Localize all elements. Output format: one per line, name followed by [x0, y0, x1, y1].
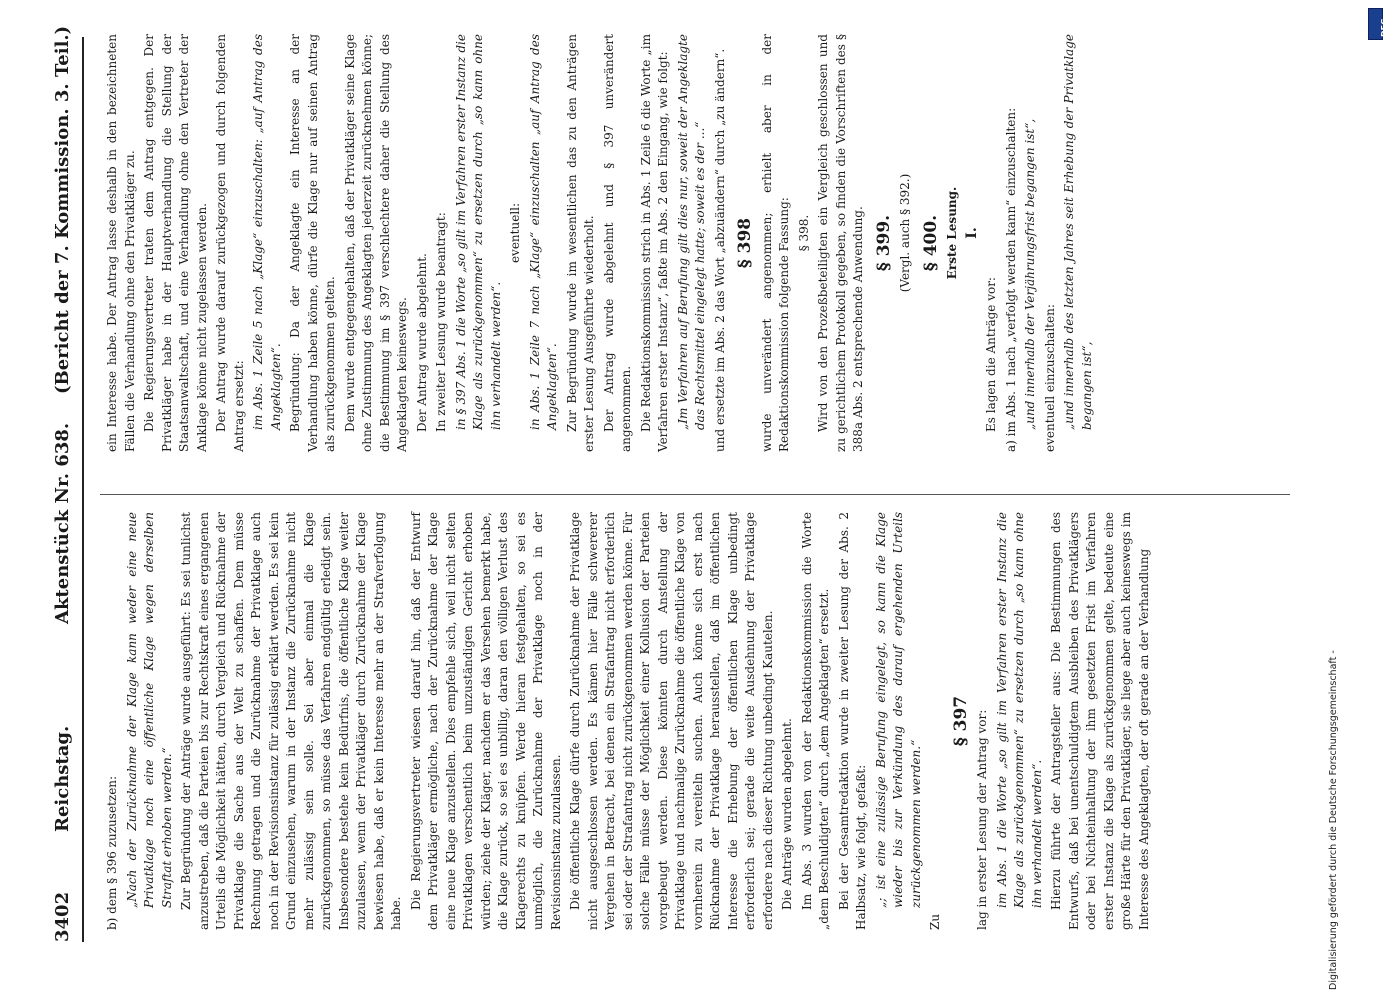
text-paragraph: Der Antrag wurde darauf zurückgezogen und durch folgenden Antrag ersetzt:	[214, 34, 246, 452]
text-paragraph: Der Antrag wurde abgelehnt und § 397 unverändert angenommen.	[601, 34, 633, 452]
digitization-note	[1316, 640, 1339, 990]
text-paragraph: Zur Begründung wurde im wesentlichen das zu den Anträgen erster Lesung Ausgeführte wiederholt.	[564, 34, 596, 452]
list-item: a) im Abs. 1 nach „verfolgt werden kann“ einzuschalten:	[1003, 107, 1018, 452]
text-paragraph: Wird von den Prozeßbeteiligten ein Vergleich geschlossen und zu gerichtlichem Protokoll gegeben, so finden die Vorschriften des § 388a Abs. 2 entsprechende Anwendung.	[816, 34, 865, 452]
digitization-note-text: Digitalisierung gefördert durch die Deutsche Forschungsgemeinschaft -	[1328, 650, 1339, 990]
section-heading-397: § 397	[950, 695, 971, 747]
text-paragraph: Im Abs. 3 wurden von der Redaktionskommission die Worte „dem Beschuldigten“ durch „dem Angeklagten“ ersetzt.	[799, 512, 831, 930]
page-number: 3402	[52, 891, 73, 942]
quoted-amendment: in Abs. 1 Zeile 7 nach „Klage“ einzuschalten „auf Antrag des Angeklagten“.	[527, 34, 559, 430]
text-paragraph: eventuell einzuschalten:	[1042, 304, 1057, 452]
column-divider	[100, 494, 1290, 495]
running-head	[46, 25, 84, 942]
left-column	[104, 512, 1284, 930]
section-heading-399: § 399.	[873, 214, 894, 272]
quoted-amendment: „Im Verfahren auf Berufung gilt dies nur, soweit der Angeklagte das Rechtsmittel eingelegt hatte; soweit es der ...“	[675, 34, 707, 430]
right-column	[104, 34, 1284, 452]
text-paragraph: In zweiter Lesung wurde beantragt:	[434, 212, 448, 432]
text-paragraph: Hierzu führte der Antragsteller aus: Die Bestimmungen des Entwurfs, daß bei unentschuldigtem Ausbleiben des Privatklägers oder bei Nichteinhaltung der ihm gesetzten Frist im Verfahren erster Instanz die Klage als zurückgenommen gelte, bedeute eine große Härte für den Privatkläger, sie liege aber auch keineswegs im Interesse des Angeklagten, der oft gerade an der Verhandlung	[1049, 512, 1151, 930]
text-paragraph: Zu	[928, 913, 942, 930]
quoted-amendment: im Abs. 1 Zeile 5 nach „Klage“ einzuschalten: „auf Antrag des Angeklagten“.	[251, 34, 283, 430]
text-paragraph: Der Antrag wurde abgelehnt.	[414, 253, 429, 432]
text-paragraph: Die Anträge wurden abgelehnt.	[780, 718, 794, 910]
text-paragraph: b) dem § 396 zuzusetzen:	[105, 775, 119, 930]
text-paragraph: und ersetzte im Abs. 2 das Wort „abzuändern“ durch „zu ändern“.	[712, 48, 727, 452]
text-paragraph: Die öffentliche Klage dürfe durch Zurücknahme der Privatklage nicht ausgeschlossen werden. Es kämen hier Fälle schwererer Vergehen in Betracht, bei denen ein Strafantrag nicht erforderlich sei oder der Strafantrag nicht zurückgenommen werden könne. Für solche Fälle müsse der Möglichkeit einer Kollusion der Parteien vorgebeugt werden. Diese könnten durch Anstellung der Privatklage und nachmalige Zurücknahme die öffentliche Klage von vornherein zu vereiteln suchen. Auch könne sich erst nach Rücknahme der Privatklage herausstellen, daß im öffentlichen Interesse die Erhebung der öffentlichen Klage unbedingt erforderlich sei; gerade die weite Ausdehnung der Privatklage erfordere nach dieser Richtung unbedingt Kautelen.	[568, 512, 775, 930]
text-paragraph: Die Redaktionskommission strich in Abs. 1 Zeile 6 die Worte „im Verfahren erster Instanz“, faßte im Abs. 2 den Eingang, wie folgt:	[638, 34, 670, 452]
quoted-amendment: „und innerhalb des letzten Jahres seit Erhebung der Privatklage begangen ist“,	[1062, 34, 1094, 430]
text-paragraph: wurde unverändert angenommen; erhielt aber in der Redaktionskommission folgende Fassung:	[759, 34, 791, 452]
quoted-amendment: im Abs. 1 die Worte „so gilt im Verfahren erster Instanz die Klage als zurückgenommen“ zu ersetzen durch „so kann ohne ihn verhandelt werden“.	[994, 512, 1044, 908]
header-bericht: (Bericht der 7. Kommission. 3. Teil.)	[52, 25, 73, 394]
quoted-amendment: „Nach der Zurücknahme der Klage kann weder eine neue Privatklage noch eine öffentliche Klage wegen derselben Straftat erhoben werden.“	[124, 512, 174, 908]
text-paragraph: Dem wurde entgegengehalten, daß der Privatkläger seine Klage ohne Zustimmung des Angeklagten jederzeit zurücknehmen könne; die Bestimmung im § 397 verschlechtere daher die Stellung des Angeklagten keineswegs.	[342, 34, 409, 452]
text-paragraph: Zur Begründung der Anträge wurde ausgeführt: Es sei tunlichst anzustreben, daß die Parteien bis zur Rechtskraft eines ergangenen Urteils die Möglichkeit hätten, durch Vergleich und Rücknahme der Privatklage die Sache aus der Welt zu schaffen. Dem müsse Rechnung getragen und die Zurücknahme der Privatklage auch noch in der Revisionsinstanz für zulässig erklärt werden. Es sei kein Grund einzusehen, warum in der Instanz die Zurücknahme nicht mehr zulässig sein solle. Sei aber einmal die Klage zurückgenommen, so müsse das Verfahren endgültig erledigt sein. Insbesondere bestehe kein Bedürfnis, die öffentliche Klage weiter zuzulassen, wenn der Privatkläger durch Zurücknahme der Klage bewiesen habe, daß er kein Interesse mehr an der Strafverfolgung habe.	[179, 512, 403, 930]
text-paragraph: Es lagen die Anträge vor:	[984, 277, 998, 432]
quoted-amendment: in § 397 Abs. 1 die Worte „so gilt im Verfahren erster Instanz die Klage als zurückgenommen“ zu ersetzen durch „so kann ohne ihn verhandelt werden“.	[453, 34, 503, 430]
text-paragraph: lag in erster Lesung der Antrag vor:	[975, 709, 989, 930]
roman-numeral: I.	[963, 227, 980, 239]
text-paragraph: Die Regierungsvertreter wiesen darauf hin, daß der Entwurf dem Privatkläger ermögliche, nach der Zurücknahme der Klage eine neue Klage anzustellen. Dies empfehle sich, weil nicht selten Privatklagen verschentlich beim unzuständigen Gericht erhoben würden; ziehe der Kläger, nachdem er das Versehen bemerkt habe, die Klage zurück, so sei es unbillig, daran den völligen Verlust des Klagerechts zu knüpfen. Werde hieran festgehalten, so sei es unmöglich, die Zurücknahme der Privatklage noch in der Revisionsinstanz zuzulassen.	[408, 512, 563, 930]
section-label: § 398.	[796, 214, 811, 252]
header-aktenstueck: Aktenstück Nr. 638.	[52, 422, 73, 624]
text-paragraph: Die Regierungsvertreter traten dem Antrag entgegen. Der Privatkläger habe in der Hauptverhandlung die Stellung der Staatsanwaltschaft, und eine Verhandlung ohne den Vertreter der Anklage könne nicht zugelassen werden.	[142, 34, 209, 452]
text-paragraph: Begründung: Da der Angeklagte ein Interesse an der Verhandlung haben könne, dürfe die Klage nur auf seinen Antrag als zurückgenommen gelten.	[288, 34, 337, 452]
dfg-logo	[1368, 8, 1389, 40]
quoted-amendment: „und innerhalb der Verjährungsfrist begangen ist“,	[1023, 118, 1037, 430]
section-heading-400: § 400.	[920, 214, 941, 272]
text-paragraph: Bei der Gesamtredaktion wurde in zweiter Lesung der Abs. 2 Halbsatz, wie folgt, gefaßt:	[836, 512, 868, 930]
cross-reference: (Vergl. auch § 392.)	[898, 173, 912, 293]
text-paragraph: ein Interesse habe. Der Antrag lasse deshalb in den bezeichneten Fällen die Verhandlung ohne den Privatkläger zu.	[105, 34, 137, 452]
section-heading-398: § 398	[735, 217, 755, 269]
header-reichstag: Reichstag.	[52, 725, 73, 832]
text-paragraph: eventuell:	[508, 202, 522, 264]
reading-label: Erste Lesung.	[945, 186, 959, 280]
dfg-logo-text: DFG	[1380, 18, 1389, 37]
quoted-amendment: „; ist eine zulässige Berufung eingelegt, so kann die Klage wieder bis zur Verkündung des darauf ergehenden Urteils zurückgenommen werden.“	[873, 512, 923, 908]
